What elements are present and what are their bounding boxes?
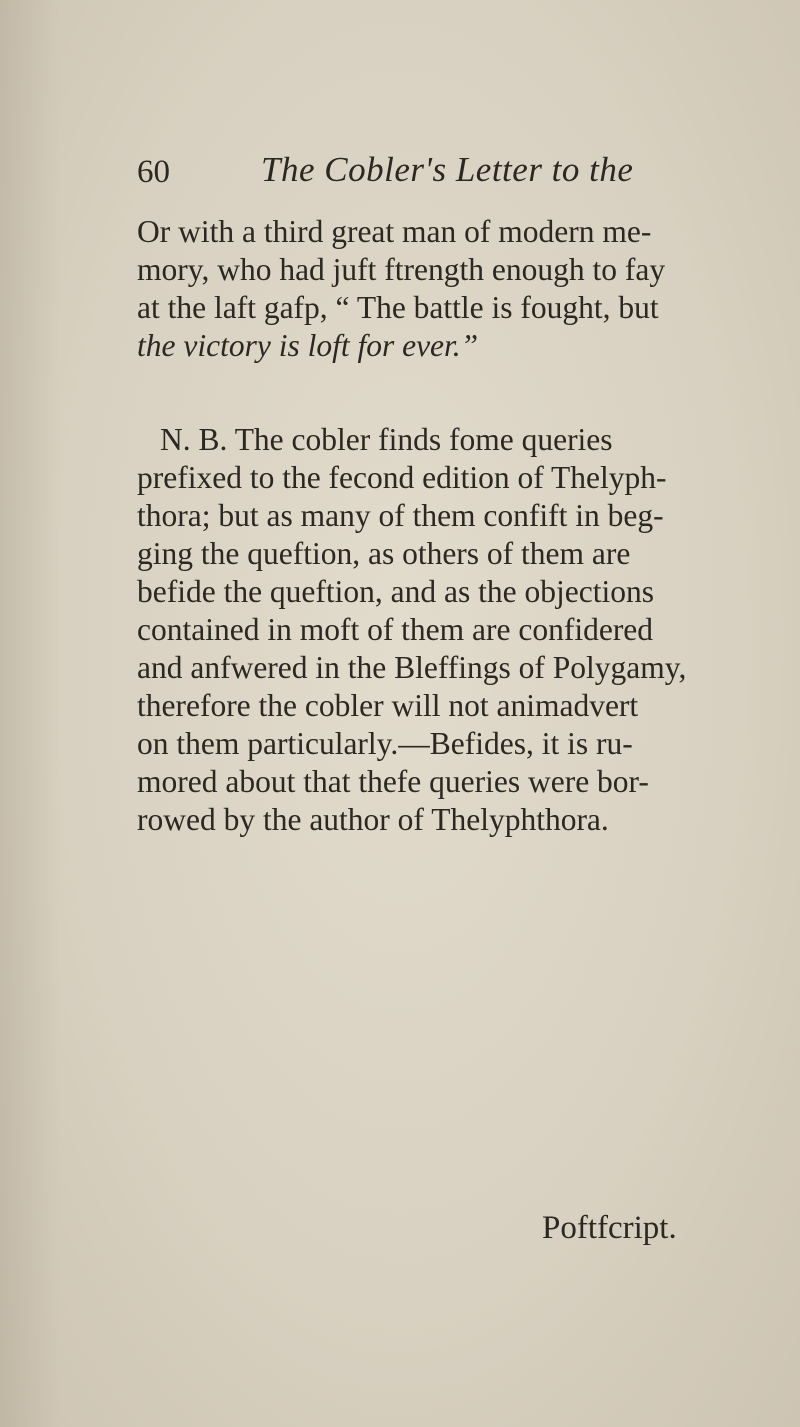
text-line: and anfwered in the Bleffings of Polygamy,	[137, 650, 687, 685]
text-line: at the laft gafp, “ The battle is fought, but	[137, 290, 659, 325]
page-gutter-shadow	[0, 0, 60, 1427]
text-line: on them particularly.—Befides, it is ru-	[137, 726, 633, 761]
text-line: therefore the cobler will not animadvert	[137, 688, 639, 723]
text-line: befide the queftion, and as the objections	[137, 574, 654, 609]
text-line: mory, who had juft ftrength enough to fay	[137, 252, 666, 287]
text-line: contained in moft of them are confidered	[137, 612, 654, 647]
postscript-heading: Poftfcript.	[542, 1210, 677, 1246]
running-head: The Cobler's Letter to the	[261, 150, 634, 189]
text-line: mored about that thefe queries were bor-	[137, 764, 649, 799]
text-line: ging the queftion, as others of them are	[137, 536, 631, 571]
text-line: prefixed to the fecond edition of Thelyph-	[137, 460, 667, 495]
text-line: N. B. The cobler finds fome queries	[160, 422, 613, 457]
text-line: Or with a third great man of modern me-	[137, 214, 652, 249]
text-line: the victory is loft for ever.”	[137, 328, 479, 363]
page-number: 60	[137, 154, 170, 190]
text-line: rowed by the author of Thelyphthora.	[137, 802, 609, 837]
page-header	[137, 150, 737, 200]
text-line: thora; but as many of them confift in beg-	[137, 498, 664, 533]
